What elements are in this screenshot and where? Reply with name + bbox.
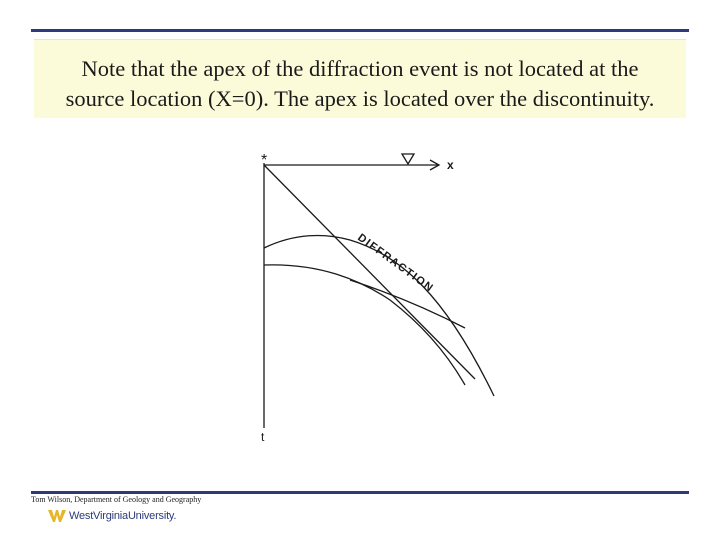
diffraction-hyperbola	[264, 235, 494, 396]
source-symbol: *	[261, 152, 268, 169]
diffraction-diagram	[240, 145, 510, 445]
t-axis-label: t	[261, 430, 265, 444]
slide-title-line-1: Note that the apex of the diffraction event is not located at the	[81, 56, 639, 81]
slide-title-line-2: source location (X=0). The apex is located over the discontinuity.	[65, 86, 655, 111]
slide-title	[34, 54, 686, 114]
title-box	[34, 39, 686, 118]
wvu-logo	[48, 507, 176, 525]
bottom-rule	[31, 491, 689, 494]
reflection-curve	[264, 265, 465, 385]
diffraction-label: DIFFRACTION	[355, 231, 436, 295]
footer-credit: Tom Wilson, Department of Geology and Geography	[31, 495, 202, 504]
receiver-triangle	[402, 154, 414, 164]
wvu-flying-wv-icon	[48, 509, 66, 523]
x-axis-label: x	[447, 158, 454, 172]
wvu-logo-text: WestVirginiaUniversity.	[69, 510, 177, 522]
top-rule	[31, 29, 689, 32]
direct-arrival-line	[264, 165, 475, 379]
